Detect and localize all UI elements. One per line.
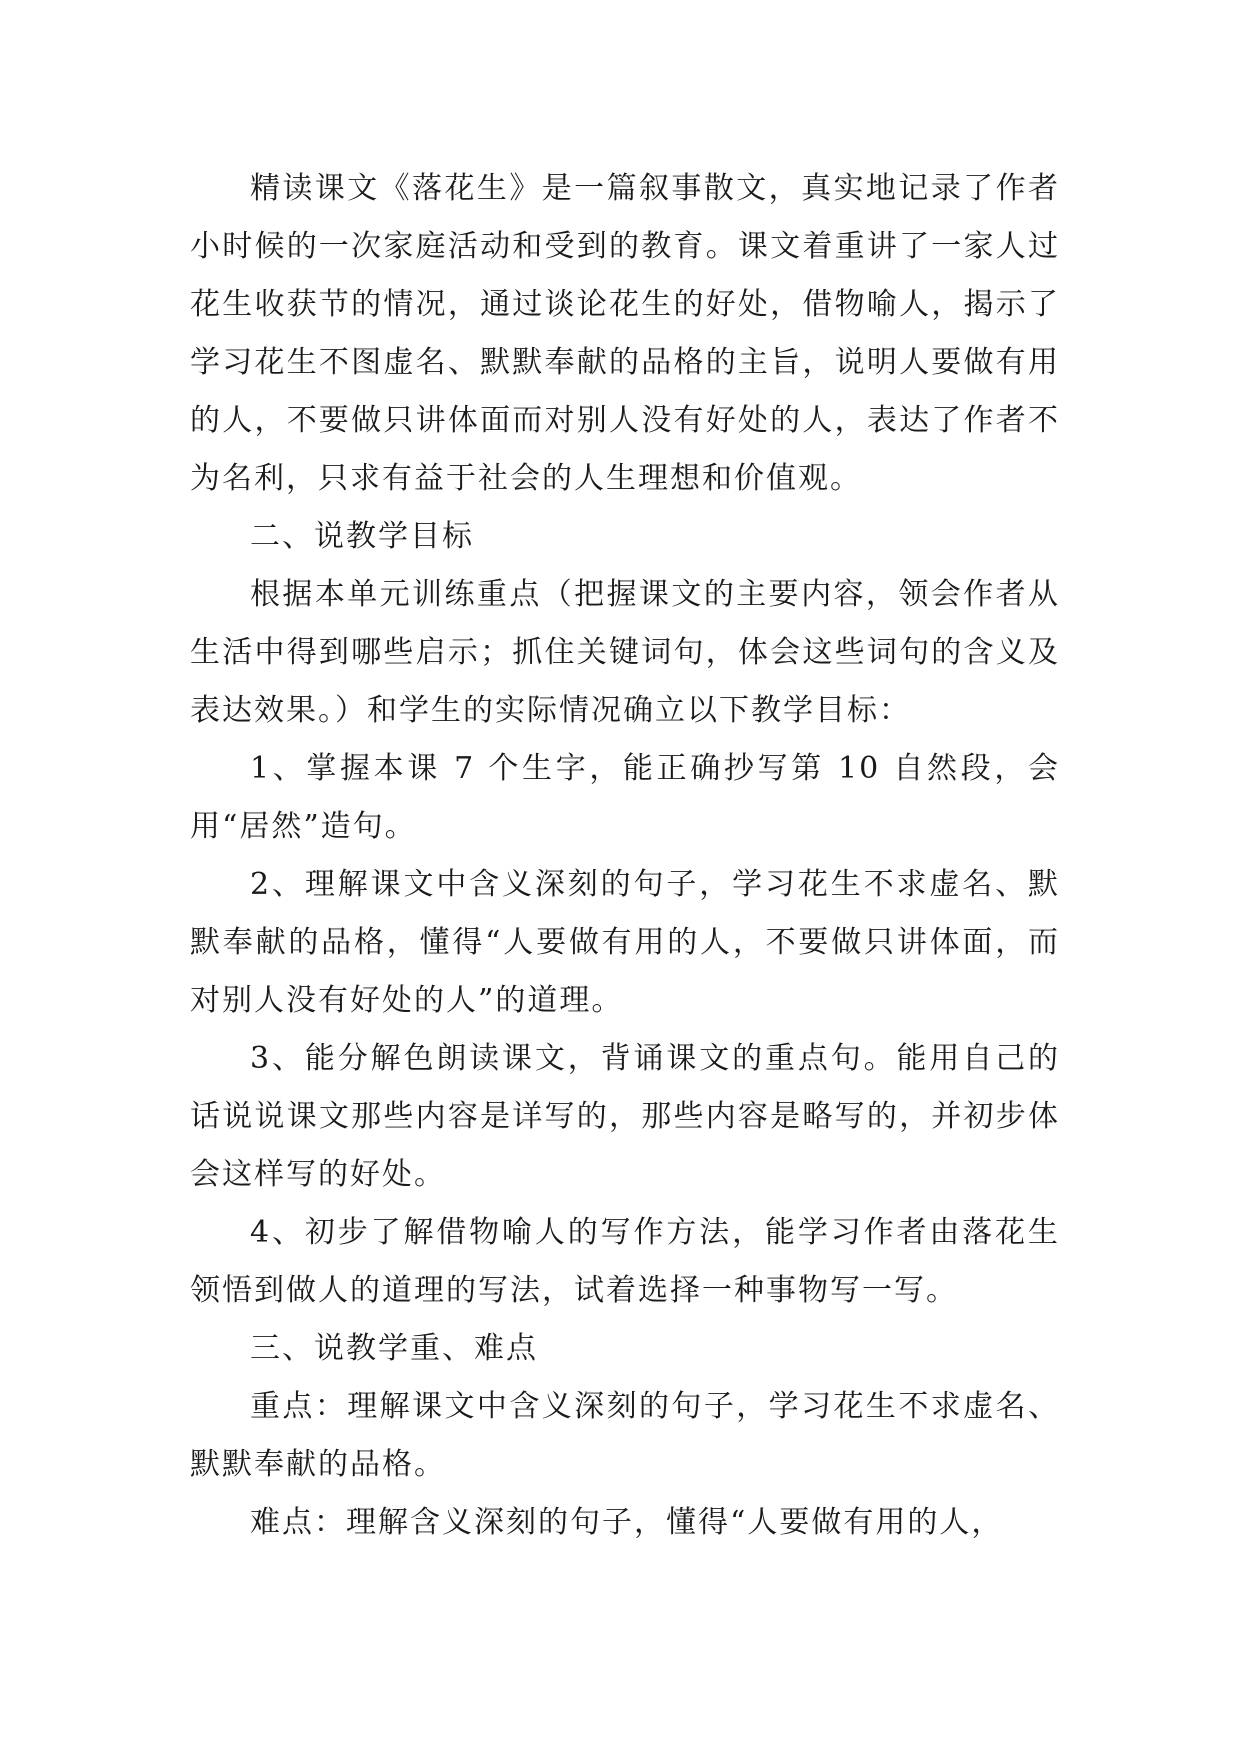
paragraph-key-point: 重点：理解课文中含义深刻的句子，学习花生不求虚名、默默奉献的品格。 [190,1389,1060,1482]
objective-item-2: 2、理解课文中含义深刻的句子，学习花生不求虚名、默默奉献的品格，懂得“人要做有用的人，不要做只讲体面，而对别人没有好处的人”的道理。 [190,867,1060,1018]
document-body [190,160,1060,1552]
objective-item-4: 4、初步了解借物喻人的写作方法，能学习作者由落花生领悟到做人的道理的写法，试着选择一种事物写一写。 [190,1215,1060,1308]
section-heading-objectives: 二、说教学目标 [250,519,474,554]
section-heading-key-points: 三、说教学重、难点 [250,1331,538,1366]
paragraph-objectives-basis: 根据本单元训练重点（把握课文的主要内容，领会作者从生活中得到哪些启示；抓住关键词句，体会这些词句的含义及表达效果。）和学生的实际情况确立以下教学目标： [190,577,1060,728]
paragraph-intro: 精读课文《落花生》是一篇叙事散文，真实地记录了作者小时候的一次家庭活动和受到的教育。课文着重讲了一家人过花生收获节的情况，通过谈论花生的好处，借物喻人，揭示了学习花生不图虚名、默默奉献的品格的主旨，说明人要做有用的人，不要做只讲体面而对别人没有好处的人，表达了作者不为名利，只求有益于社会的人生理想和价值观。 [190,171,1060,496]
paragraph-difficulty: 难点：理解含义深刻的句子，懂得“人要做有用的人， [250,1505,1004,1540]
objective-item-1: 1、掌握本课 7 个生字，能正确抄写第 10 自然段，会用“居然”造句。 [190,751,1060,844]
objective-item-3: 3、能分解色朗读课文，背诵课文的重点句。能用自己的话说说课文那些内容是详写的，那些内容是略写的，并初步体会这样写的好处。 [190,1041,1060,1192]
